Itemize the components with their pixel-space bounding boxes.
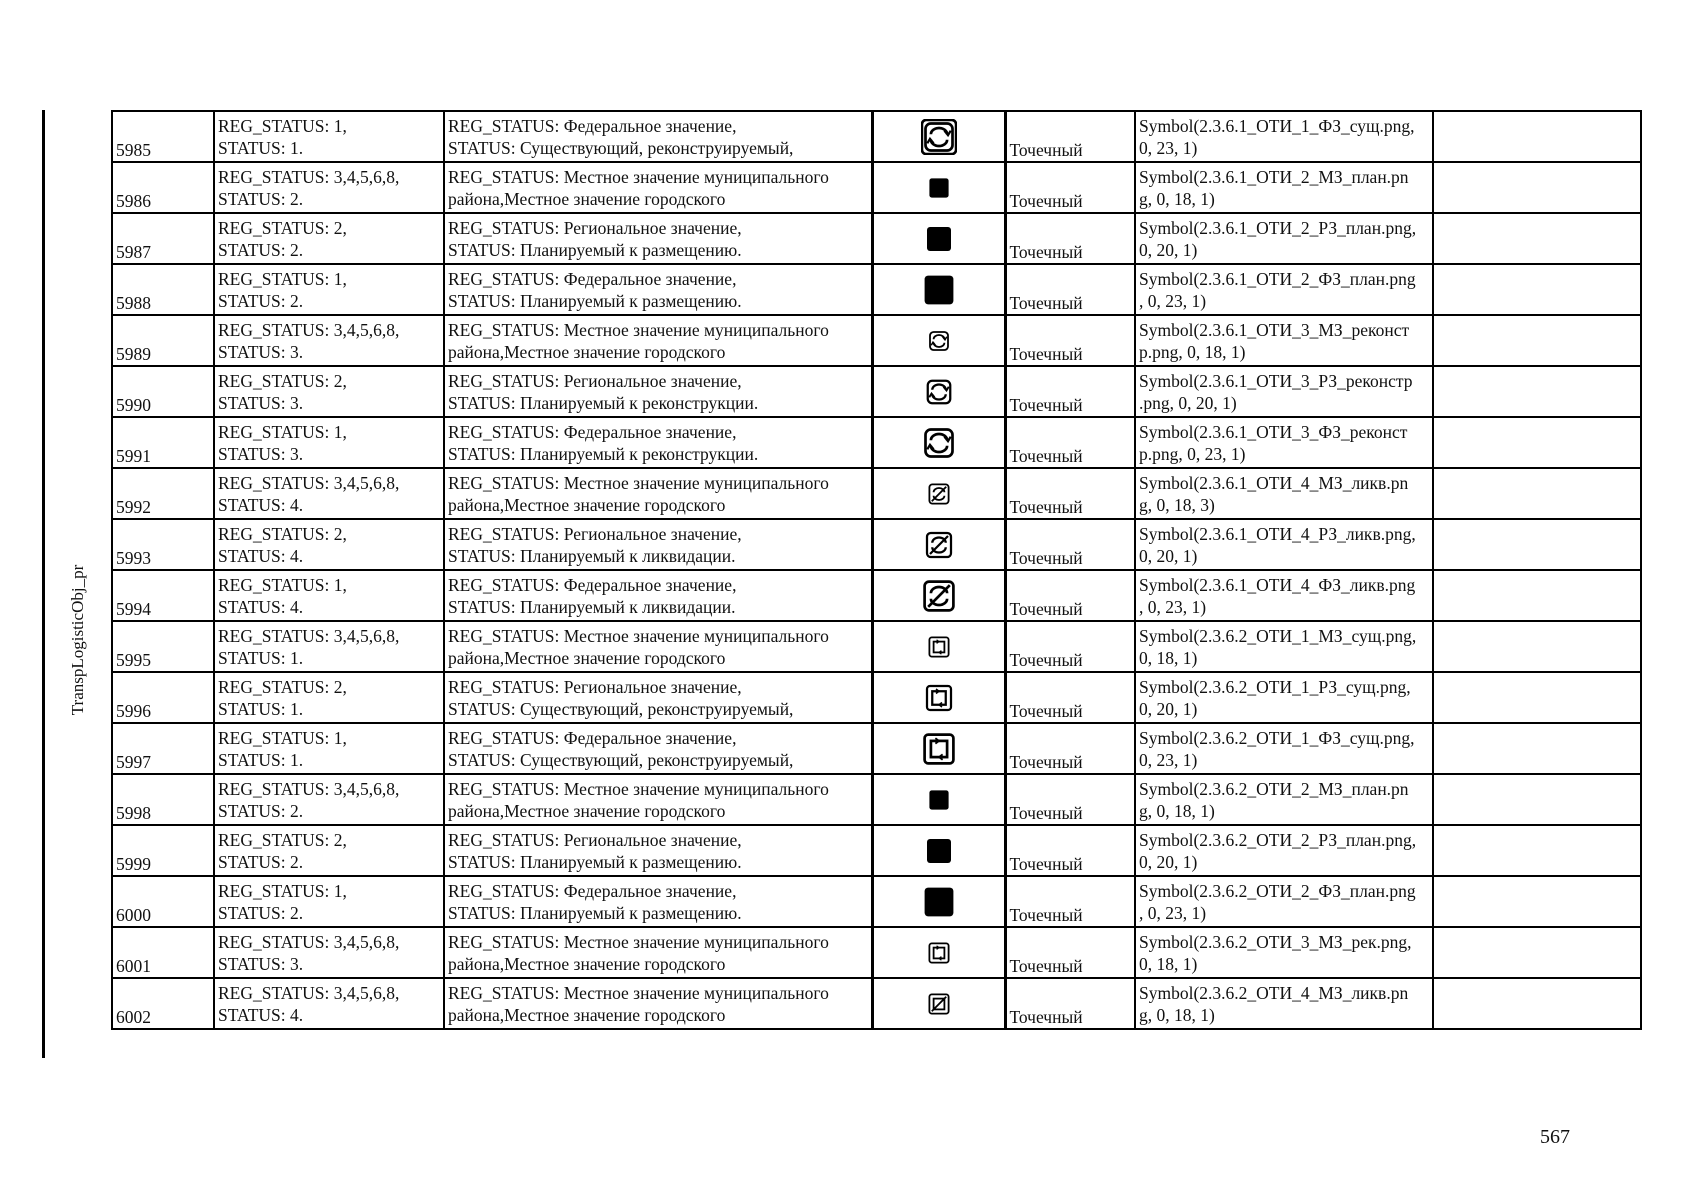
reg-status-cell <box>214 111 444 162</box>
empty-cell <box>1433 519 1641 570</box>
symbol-spec-cell-line: Symbol(2.3.6.2_ОТИ_3_МЗ_рек.png, <box>1139 931 1412 952</box>
empty-cell <box>1433 876 1641 927</box>
reg-status-cell <box>214 927 444 978</box>
symbol-spec-cell-line: Symbol(2.3.6.2_ОТИ_2_РЗ_план.png, <box>1139 829 1417 850</box>
description-cell-line: STATUS: Существующий, реконструируемый, <box>448 749 794 770</box>
reg-status-cell <box>214 213 444 264</box>
symbol-spec-cell-line: 0, 23, 1) <box>1139 137 1198 158</box>
symbol-spec-cell-line: Symbol(2.3.6.1_ОТИ_4_РЗ_ликв.png, <box>1139 523 1416 544</box>
description-cell <box>444 621 872 672</box>
description-cell-line: REG_STATUS: Федеральное значение, <box>448 115 737 136</box>
table-row <box>112 468 1641 519</box>
reg-status-cell-line: STATUS: 4. <box>218 545 304 566</box>
description-cell-line: района,Местное значение городского <box>448 1004 726 1025</box>
description-cell <box>444 213 872 264</box>
row-id: 5998 <box>112 774 214 825</box>
description-cell-line: REG_STATUS: Местное значение муниципального <box>448 319 829 340</box>
geometry-type: Точечный <box>1005 366 1135 417</box>
reg-status-cell <box>214 825 444 876</box>
description-cell-line: района,Местное значение городского <box>448 800 726 821</box>
row-id: 5994 <box>112 570 214 621</box>
margin-rule <box>42 110 45 1058</box>
table-body <box>112 111 1641 1029</box>
description-cell-line: STATUS: Планируемый к размещению. <box>448 290 742 311</box>
description-cell <box>444 774 872 825</box>
reg-status-cell <box>214 468 444 519</box>
description-cell-line: REG_STATUS: Федеральное значение, <box>448 421 737 442</box>
empty-cell <box>1433 927 1641 978</box>
description-cell <box>444 927 872 978</box>
description-cell-line: REG_STATUS: Федеральное значение, <box>448 727 737 748</box>
reg-status-cell-line: REG_STATUS: 3,4,5,6,8, <box>218 472 400 493</box>
symbol-spec-cell-line: 0, 20, 1) <box>1139 239 1198 260</box>
description-cell <box>444 111 872 162</box>
description-cell-line: REG_STATUS: Местное значение муниципального <box>448 931 829 952</box>
crossed-loop-medium-icon <box>924 530 954 560</box>
reg-status-cell-line: STATUS: 2. <box>218 851 304 872</box>
symbol-spec-cell-line: 0, 20, 1) <box>1139 851 1198 872</box>
description-cell-line: REG_STATUS: Региональное значение, <box>448 523 742 544</box>
symbol-cell <box>872 417 1005 468</box>
reg-status-cell-line: STATUS: 3. <box>218 341 304 362</box>
description-cell <box>444 672 872 723</box>
symbol-spec-cell-line: Symbol(2.3.6.2_ОТИ_1_РЗ_сущ.png, <box>1139 676 1411 697</box>
description-cell-line: района,Местное значение городского <box>448 953 726 974</box>
table-row <box>112 978 1641 1029</box>
reg-status-cell-line: STATUS: 2. <box>218 188 304 209</box>
symbol-cell <box>872 519 1005 570</box>
symbol-spec-cell-line: Symbol(2.3.6.2_ОТИ_2_МЗ_план.pn <box>1139 778 1409 799</box>
reg-status-cell <box>214 876 444 927</box>
table-row <box>112 162 1641 213</box>
square-arrows-large-icon <box>921 731 957 767</box>
symbol-cell <box>872 570 1005 621</box>
symbol-spec-cell-line: 0, 18, 1) <box>1139 647 1198 668</box>
symbol-spec-cell <box>1135 519 1433 570</box>
symbol-cell <box>872 876 1005 927</box>
reg-status-cell-line: REG_STATUS: 3,4,5,6,8, <box>218 982 400 1003</box>
symbol-cell <box>872 723 1005 774</box>
reg-status-cell-line: REG_STATUS: 3,4,5,6,8, <box>218 319 400 340</box>
symbol-cell <box>872 111 1005 162</box>
description-cell-line: района,Местное значение городского <box>448 341 726 362</box>
symbol-cell <box>872 825 1005 876</box>
description-cell-line: REG_STATUS: Региональное значение, <box>448 829 742 850</box>
row-id: 5996 <box>112 672 214 723</box>
symbol-spec-cell-line: р.png, 0, 23, 1) <box>1139 443 1246 464</box>
symbol-cell <box>872 213 1005 264</box>
symbol-cell <box>872 621 1005 672</box>
description-cell-line: REG_STATUS: Местное значение муниципального <box>448 625 829 646</box>
description-cell-line: STATUS: Планируемый к реконструкции. <box>448 392 759 413</box>
description-cell <box>444 417 872 468</box>
reg-status-cell-line: STATUS: 4. <box>218 596 304 617</box>
geometry-type: Точечный <box>1005 621 1135 672</box>
reg-status-cell-line: STATUS: 2. <box>218 290 304 311</box>
reg-status-cell-line: REG_STATUS: 1, <box>218 268 347 289</box>
reg-status-cell-line: STATUS: 2. <box>218 902 304 923</box>
geometry-type: Точечный <box>1005 519 1135 570</box>
reg-status-cell-line: REG_STATUS: 1, <box>218 727 347 748</box>
geometry-type: Точечный <box>1005 570 1135 621</box>
reg-status-cell-line: REG_STATUS: 1, <box>218 574 347 595</box>
reg-status-cell <box>214 570 444 621</box>
row-id: 5990 <box>112 366 214 417</box>
empty-cell <box>1433 264 1641 315</box>
symbol-spec-cell-line: Symbol(2.3.6.1_ОТИ_4_МЗ_ликв.pn <box>1139 472 1409 493</box>
symbol-spec-cell-line: , 0, 23, 1) <box>1139 596 1207 617</box>
reg-status-cell-line: REG_STATUS: 2, <box>218 217 347 238</box>
empty-cell <box>1433 723 1641 774</box>
description-cell-line: STATUS: Планируемый к реконструкции. <box>448 443 759 464</box>
symbol-spec-cell-line: 0, 23, 1) <box>1139 749 1198 770</box>
empty-cell <box>1433 570 1641 621</box>
symbol-spec-cell <box>1135 162 1433 213</box>
geometry-type: Точечный <box>1005 417 1135 468</box>
empty-cell <box>1433 468 1641 519</box>
reg-status-cell-line: REG_STATUS: 3,4,5,6,8, <box>218 166 400 187</box>
geometry-type: Точечный <box>1005 264 1135 315</box>
symbol-spec-cell-line: Symbol(2.3.6.1_ОТИ_2_РЗ_план.png, <box>1139 217 1417 238</box>
symbol-spec-cell <box>1135 927 1433 978</box>
geometry-type: Точечный <box>1005 876 1135 927</box>
table-row <box>112 264 1641 315</box>
loop-arrows-small-icon <box>927 329 951 353</box>
symbol-spec-cell <box>1135 876 1433 927</box>
symbol-table <box>111 110 1642 1030</box>
reg-status-cell-line: STATUS: 1. <box>218 698 304 719</box>
filled-square-medium-icon <box>924 224 954 254</box>
table-row <box>112 570 1641 621</box>
description-cell-line: STATUS: Планируемый к ликвидации. <box>448 545 736 566</box>
filled-square-small-icon <box>927 788 951 812</box>
filled-square-large-icon <box>921 272 957 308</box>
geometry-type: Точечный <box>1005 315 1135 366</box>
filled-square-small-icon <box>927 176 951 200</box>
symbol-spec-cell-line: Symbol(2.3.6.1_ОТИ_2_ФЗ_план.png <box>1139 268 1416 289</box>
geometry-type: Точечный <box>1005 978 1135 1029</box>
description-cell <box>444 366 872 417</box>
description-cell-line: STATUS: Существующий, реконструируемый, <box>448 698 794 719</box>
description-cell-line: REG_STATUS: Местное значение муниципального <box>448 166 829 187</box>
symbol-spec-cell-line: 0, 20, 1) <box>1139 698 1198 719</box>
reg-status-cell-line: STATUS: 3. <box>218 953 304 974</box>
table-row <box>112 519 1641 570</box>
description-cell <box>444 468 872 519</box>
symbol-spec-cell-line: 0, 18, 1) <box>1139 953 1198 974</box>
row-id: 5999 <box>112 825 214 876</box>
symbol-spec-cell-line: Symbol(2.3.6.2_ОТИ_1_МЗ_сущ.png, <box>1139 625 1417 646</box>
description-cell-line: района,Местное значение городского <box>448 188 726 209</box>
reg-status-cell-line: REG_STATUS: 1, <box>218 880 347 901</box>
description-cell-line: STATUS: Планируемый к размещению. <box>448 851 742 872</box>
geometry-type: Точечный <box>1005 774 1135 825</box>
empty-cell <box>1433 162 1641 213</box>
row-id: 5987 <box>112 213 214 264</box>
symbol-spec-cell <box>1135 366 1433 417</box>
reg-status-cell-line: STATUS: 4. <box>218 1004 304 1025</box>
reg-status-cell-line: REG_STATUS: 1, <box>218 115 347 136</box>
row-id: 5997 <box>112 723 214 774</box>
row-id: 5993 <box>112 519 214 570</box>
symbol-spec-cell-line: Symbol(2.3.6.1_ОТИ_1_ФЗ_сущ.png, <box>1139 115 1415 136</box>
empty-cell <box>1433 315 1641 366</box>
description-cell <box>444 519 872 570</box>
description-cell-line: района,Местное значение городского <box>448 494 726 515</box>
symbol-spec-cell <box>1135 315 1433 366</box>
symbol-spec-cell <box>1135 774 1433 825</box>
page-number: 567 <box>1540 1126 1570 1148</box>
geometry-type: Точечный <box>1005 723 1135 774</box>
row-id: 5995 <box>112 621 214 672</box>
table-row <box>112 111 1641 162</box>
table-row <box>112 927 1641 978</box>
reg-status-cell-line: STATUS: 1. <box>218 749 304 770</box>
row-id: 5988 <box>112 264 214 315</box>
description-cell <box>444 978 872 1029</box>
description-cell-line: REG_STATUS: Федеральное значение, <box>448 268 737 289</box>
description-cell-line: REG_STATUS: Местное значение муниципального <box>448 778 829 799</box>
geometry-type: Точечный <box>1005 213 1135 264</box>
reg-status-cell <box>214 264 444 315</box>
symbol-cell <box>872 264 1005 315</box>
row-id: 5985 <box>112 111 214 162</box>
symbol-cell <box>872 162 1005 213</box>
description-cell-line: REG_STATUS: Федеральное значение, <box>448 574 737 595</box>
filled-square-large-icon <box>921 884 957 920</box>
description-cell <box>444 825 872 876</box>
loop-arrows-large-icon <box>921 425 957 461</box>
reg-status-cell-line: STATUS: 1. <box>218 137 304 158</box>
loop-arrows-medium-icon <box>924 377 954 407</box>
description-cell <box>444 570 872 621</box>
description-cell <box>444 876 872 927</box>
symbol-spec-cell <box>1135 672 1433 723</box>
geometry-type: Точечный <box>1005 672 1135 723</box>
reg-status-cell <box>214 315 444 366</box>
table-row <box>112 672 1641 723</box>
table-row <box>112 213 1641 264</box>
square-arrows-small-icon <box>927 635 951 659</box>
table-row <box>112 876 1641 927</box>
symbol-spec-cell-line: g, 0, 18, 1) <box>1139 188 1215 209</box>
description-cell-line: района,Местное значение городского <box>448 647 726 668</box>
description-cell-line: REG_STATUS: Региональное значение, <box>448 217 742 238</box>
description-cell-line: STATUS: Планируемый к размещению. <box>448 239 742 260</box>
filled-square-medium-icon <box>924 836 954 866</box>
empty-cell <box>1433 978 1641 1029</box>
reg-status-cell-line: REG_STATUS: 2, <box>218 829 347 850</box>
reg-status-cell-line: REG_STATUS: 3,4,5,6,8, <box>218 625 400 646</box>
table-row <box>112 723 1641 774</box>
table-row <box>112 366 1641 417</box>
reg-status-cell <box>214 366 444 417</box>
symbol-spec-cell-line: р.png, 0, 18, 1) <box>1139 341 1246 362</box>
reg-status-cell-line: REG_STATUS: 3,4,5,6,8, <box>218 778 400 799</box>
description-cell-line: REG_STATUS: Региональное значение, <box>448 370 742 391</box>
symbol-spec-cell-line: Symbol(2.3.6.2_ОТИ_2_ФЗ_план.png <box>1139 880 1416 901</box>
symbol-cell <box>872 978 1005 1029</box>
symbol-spec-cell-line: Symbol(2.3.6.1_ОТИ_3_ФЗ_реконст <box>1139 421 1408 442</box>
symbol-spec-cell-line: .png, 0, 20, 1) <box>1139 392 1237 413</box>
symbol-spec-cell <box>1135 213 1433 264</box>
description-cell-line: STATUS: Планируемый к ликвидации. <box>448 596 736 617</box>
symbol-cell <box>872 927 1005 978</box>
reg-status-cell <box>214 672 444 723</box>
table-row <box>112 774 1641 825</box>
symbol-spec-cell <box>1135 417 1433 468</box>
geometry-type: Точечный <box>1005 927 1135 978</box>
square-arrows-small-icon <box>927 941 951 965</box>
symbol-spec-cell-line: g, 0, 18, 3) <box>1139 494 1215 515</box>
empty-cell <box>1433 774 1641 825</box>
symbol-spec-cell-line: Symbol(2.3.6.2_ОТИ_1_ФЗ_сущ.png, <box>1139 727 1415 748</box>
crossed-loop-large-icon <box>921 578 957 614</box>
crossed-square-small-icon <box>927 992 951 1016</box>
empty-cell <box>1433 111 1641 162</box>
row-id: 6000 <box>112 876 214 927</box>
geometry-type: Точечный <box>1005 162 1135 213</box>
reg-status-cell <box>214 723 444 774</box>
reg-status-cell-line: STATUS: 2. <box>218 239 304 260</box>
symbol-cell <box>872 672 1005 723</box>
reg-status-cell <box>214 417 444 468</box>
reg-status-cell <box>214 978 444 1029</box>
description-cell-line: REG_STATUS: Региональное значение, <box>448 676 742 697</box>
empty-cell <box>1433 621 1641 672</box>
symbol-spec-cell-line: g, 0, 18, 1) <box>1139 1004 1215 1025</box>
reg-status-cell-line: STATUS: 1. <box>218 647 304 668</box>
symbol-spec-cell-line: 0, 20, 1) <box>1139 545 1198 566</box>
description-cell-line: REG_STATUS: Местное значение муниципального <box>448 472 829 493</box>
reg-status-cell <box>214 162 444 213</box>
symbol-spec-cell-line: , 0, 23, 1) <box>1139 902 1207 923</box>
table-row <box>112 417 1641 468</box>
description-cell <box>444 162 872 213</box>
table-row <box>112 621 1641 672</box>
reg-status-cell-line: REG_STATUS: 2, <box>218 676 347 697</box>
row-id: 5989 <box>112 315 214 366</box>
reg-status-cell <box>214 774 444 825</box>
empty-cell <box>1433 213 1641 264</box>
empty-cell <box>1433 417 1641 468</box>
empty-cell <box>1433 672 1641 723</box>
symbol-spec-cell-line: Symbol(2.3.6.1_ОТИ_2_МЗ_план.pn <box>1139 166 1409 187</box>
symbol-spec-cell <box>1135 978 1433 1029</box>
empty-cell <box>1433 825 1641 876</box>
empty-cell <box>1433 366 1641 417</box>
row-id: 6001 <box>112 927 214 978</box>
reg-status-cell-line: STATUS: 3. <box>218 392 304 413</box>
symbol-cell <box>872 774 1005 825</box>
reg-status-cell <box>214 519 444 570</box>
symbol-spec-cell <box>1135 825 1433 876</box>
geometry-type: Точечный <box>1005 111 1135 162</box>
row-id: 5992 <box>112 468 214 519</box>
symbol-spec-cell-line: Symbol(2.3.6.1_ОТИ_4_ФЗ_ликв.png <box>1139 574 1416 595</box>
symbol-spec-cell <box>1135 723 1433 774</box>
reg-status-cell-line: REG_STATUS: 2, <box>218 370 347 391</box>
reg-status-cell <box>214 621 444 672</box>
row-id: 5986 <box>112 162 214 213</box>
square-arrows-medium-icon <box>924 683 954 713</box>
symbol-spec-cell <box>1135 570 1433 621</box>
reg-status-cell-line: STATUS: 4. <box>218 494 304 515</box>
geometry-type: Точечный <box>1005 468 1135 519</box>
crossed-loop-small-icon <box>927 482 951 506</box>
symbol-spec-cell-line: , 0, 23, 1) <box>1139 290 1207 311</box>
loop-arrows-frame-large-icon <box>921 119 957 155</box>
row-id: 5991 <box>112 417 214 468</box>
description-cell <box>444 315 872 366</box>
reg-status-cell-line: REG_STATUS: 1, <box>218 421 347 442</box>
symbol-spec-cell-line: g, 0, 18, 1) <box>1139 800 1215 821</box>
description-cell <box>444 723 872 774</box>
symbol-cell <box>872 468 1005 519</box>
geometry-type: Точечный <box>1005 825 1135 876</box>
symbol-spec-cell <box>1135 264 1433 315</box>
table-row <box>112 315 1641 366</box>
table-row <box>112 825 1641 876</box>
reg-status-cell-line: REG_STATUS: 3,4,5,6,8, <box>218 931 400 952</box>
description-cell-line: REG_STATUS: Федеральное значение, <box>448 880 737 901</box>
reg-status-cell-line: STATUS: 3. <box>218 443 304 464</box>
row-id: 6002 <box>112 978 214 1029</box>
symbol-spec-cell-line: Symbol(2.3.6.2_ОТИ_4_МЗ_ликв.pn <box>1139 982 1409 1003</box>
description-cell-line: REG_STATUS: Местное значение муниципального <box>448 982 829 1003</box>
reg-status-cell-line: STATUS: 2. <box>218 800 304 821</box>
symbol-spec-cell-line: Symbol(2.3.6.1_ОТИ_3_МЗ_реконст <box>1139 319 1410 340</box>
symbol-spec-cell <box>1135 468 1433 519</box>
symbol-cell <box>872 366 1005 417</box>
symbol-spec-cell <box>1135 111 1433 162</box>
description-cell-line: STATUS: Существующий, реконструируемый, <box>448 137 794 158</box>
side-label: TranspLogisticObj_pr <box>68 564 87 716</box>
symbol-spec-cell <box>1135 621 1433 672</box>
description-cell <box>444 264 872 315</box>
symbol-cell <box>872 315 1005 366</box>
description-cell-line: STATUS: Планируемый к размещению. <box>448 902 742 923</box>
reg-status-cell-line: REG_STATUS: 2, <box>218 523 347 544</box>
symbol-spec-cell-line: Symbol(2.3.6.1_ОТИ_3_РЗ_реконстр <box>1139 370 1413 391</box>
